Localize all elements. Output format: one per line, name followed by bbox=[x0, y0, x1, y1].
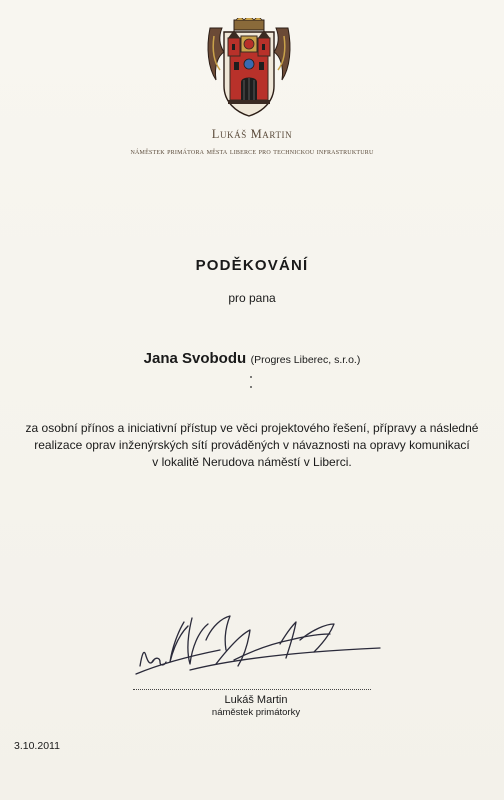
signer-name: Lukáš Martin bbox=[224, 694, 288, 706]
liberec-coat-of-arms-icon bbox=[206, 18, 292, 118]
header-role: náměstek primátora města liberce pro technickou infrastrukturu bbox=[130, 146, 374, 156]
dot-mark bbox=[250, 376, 252, 378]
signer-role: náměstek primátorky bbox=[211, 707, 301, 718]
recipient-name: Jana Svobodu bbox=[143, 350, 247, 367]
document-subtitle: pro pana bbox=[228, 291, 276, 305]
recipient-company: (Progres Liberec, s.r.o.) bbox=[250, 354, 361, 366]
body-line: za osobní přínos a iniciativní přístup ve věci projektového řešení, přípravy a následné bbox=[25, 421, 479, 435]
body-line: realizace oprav inženýrských sítí prováděných v návaznosti na opravy komunikací bbox=[34, 438, 470, 452]
body-text bbox=[10, 420, 494, 471]
signature-line bbox=[133, 689, 371, 690]
dot-mark bbox=[250, 386, 252, 388]
handwritten-signature bbox=[130, 604, 390, 694]
header-name: Lukáš Martin bbox=[211, 127, 293, 141]
document-date: 3.10.2011 bbox=[14, 740, 60, 752]
body-line: v lokalitě Nerudova náměstí v Liberci. bbox=[152, 455, 352, 469]
document-title: PODĚKOVÁNÍ bbox=[195, 257, 309, 274]
recipient bbox=[0, 350, 504, 368]
